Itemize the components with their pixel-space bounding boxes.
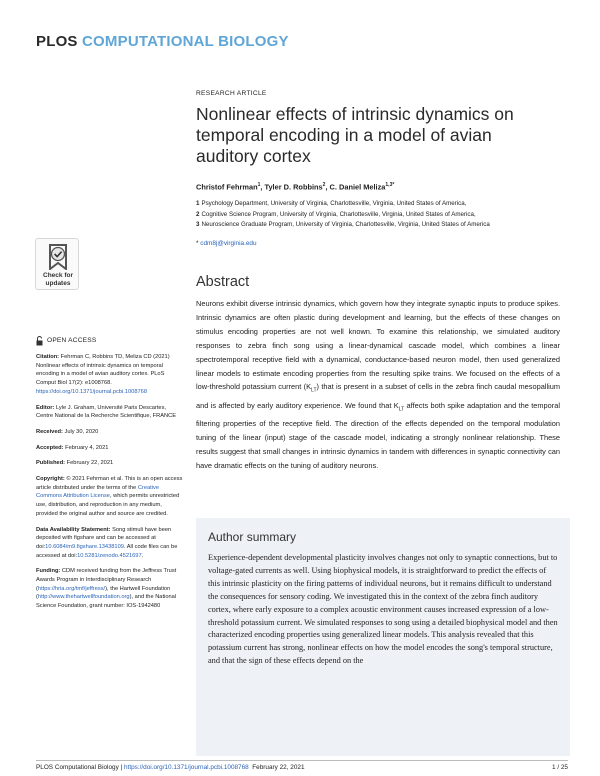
copyright-block xyxy=(36,475,184,519)
badge-label xyxy=(36,272,80,287)
email-marker: * xyxy=(196,240,199,247)
editor-text: Lyle J. Graham, Université Paris Descartes, Centre National de la Recherche Scientifique, FRANCE xyxy=(36,404,177,420)
article-type: RESEARCH ARTICLE xyxy=(196,90,267,97)
journal-plos: PLOS xyxy=(36,33,78,50)
affiliation-list xyxy=(196,199,566,231)
author-summary-heading: Author summary xyxy=(208,530,297,544)
article-title: Nonlinear effects of intrinsic dynamics on temporal encoding in a model of avian auditory cortex xyxy=(196,104,514,166)
license-link[interactable]: Creative Commons Attribution License xyxy=(36,484,159,500)
zenodo-doi-link[interactable]: 10.5281/zenodo.4521697 xyxy=(77,552,142,559)
bookmark-check-icon xyxy=(47,244,69,270)
published-label: Published: xyxy=(36,460,66,467)
copyright-label: Copyright: xyxy=(36,476,65,483)
received-date: July 30, 2020 xyxy=(64,428,99,435)
citation-block xyxy=(36,353,184,397)
badge-line1: Check for xyxy=(43,272,73,279)
footer-doi-link[interactable]: https://doi.org/10.1371/journal.pcbi.1008768 xyxy=(124,764,249,771)
copyright-text-end: , which permits unrestricted use, distribution, and reproduction in any medium, provided the original author and source are credited. xyxy=(36,493,180,517)
abstract-part: affects both spike adaptation and the temporal filtering properties of the receptive field. The direction of the effects depended on the temporal modulation tuning of the linear (input) stage of the cascade model, indicating a strongly nonlinear relationship. These results suggest that small changes in intrinsic dynamics in tandem with differences in synaptic connectivity can have dramatic effects on the tuning of auditory neurons. xyxy=(196,400,560,470)
journal-header xyxy=(36,33,289,50)
author-sup: 2 xyxy=(322,182,326,188)
affiliation-number: 2 xyxy=(196,210,200,218)
page-footer xyxy=(36,764,305,771)
author-name: Christof Fehrman xyxy=(196,182,258,192)
citation-label: Citation: xyxy=(36,354,60,360)
data-availability-text: Song stimuli have been deposited with figshare and can be accessed at doi: xyxy=(36,526,172,550)
journal-name: COMPUTATIONAL BIOLOGY xyxy=(82,33,289,50)
jeffress-link[interactable]: https://hria.org/tmf/jeffress/ xyxy=(37,585,106,592)
citation-text: Fehrman C, Robbins TD, Meliza CD (2021) Nonlinear effects of intrinsic dynamics on temporal encoding in a model of avian auditory cortex. PLoS Comput Biol 17(2): e1008768. xyxy=(36,354,170,387)
accepted-date: February 4, 2021 xyxy=(65,444,109,451)
badge-line2: updates xyxy=(45,279,71,287)
author-summary-box xyxy=(196,518,570,756)
funding-text-mid: ), the Hartwell Foundation ( xyxy=(36,585,171,601)
received-block xyxy=(36,428,184,437)
footer-date: February 22, 2021 xyxy=(248,764,305,771)
figshare-doi-link[interactable]: 10.6084/m9.figshare.13438109 xyxy=(45,543,124,550)
affiliation xyxy=(196,199,566,210)
editor-block xyxy=(36,404,184,421)
author-sup: 1 xyxy=(257,182,261,188)
accepted-block xyxy=(36,444,184,453)
author-summary-text: Experience-dependent developmental plasticity involves changes not only to synaptic connections, but to voltage-gated currents as well. Using biophysical models, it is straightforward to predict the effects of this intrinsic plasticity on the firing patterns of individual neurons, but it remains difficult to understand the consequences for sensory coding. We investigated this in the context of the zebra finch auditory cortex, where early exposure to a complex acoustic environment causes increased expression of a low-threshold potassium current. We simulated responses to song using a detailed biophysical model and then characterized encoding properties using generalized linear models. This analysis revealed that this potassium current has strong, nonlinear effects on how the model encodes the song's temporal structure, and that the sign of these effects depend on the xyxy=(208,553,558,666)
open-access-text: OPEN ACCESS xyxy=(47,336,97,344)
abstract-heading: Abstract xyxy=(196,274,250,290)
affiliation-number: 3 xyxy=(196,221,200,229)
abstract-part: Neurons exhibit diverse intrinsic dynamics, which govern how they integrate synaptic inputs to produce spikes. Intrinsic dynamics are often plastic during development and learning, but the effects of these changes on stimulus encoding properties are not well known. To examine this relationship, we simulated auditory responses to zebra finch song using a linear-dynamical cascade model, which combines a linear spectrotemporal receptive field with a dynamical, conductance-based neuron model, then used generalized linear models to estimate encoding properties from the resulting spike trains. We focused on the effects of a low-threshold potassium current (K xyxy=(196,299,560,392)
affiliation xyxy=(196,210,566,221)
affiliation-text: Neuroscience Graduate Program, University of Virginia, Charlottesville, Virginia, United States of America xyxy=(201,221,490,229)
hartwell-link[interactable]: http://www.thehartwellfoundation.org xyxy=(37,594,130,601)
footer-separator: | xyxy=(118,764,124,771)
affiliation xyxy=(196,220,566,231)
funding-block xyxy=(36,567,184,611)
copyright-text: © 2021 Fehrman et al. This is an open access article distributed under the terms of the xyxy=(36,476,183,491)
data-availability-text-end: . xyxy=(141,552,144,559)
received-label: Received: xyxy=(36,428,63,435)
editor-label: Editor: xyxy=(36,404,55,411)
author-name: C. Daniel Meliza xyxy=(329,182,386,192)
corresponding-email xyxy=(196,240,257,247)
check-for-updates-badge[interactable] xyxy=(35,238,79,290)
funding-text: CDM received funding from the Jeffress Trust Awards Program in Interdisciplinary Research ( xyxy=(36,568,177,592)
published-date: February 22, 2021 xyxy=(66,460,114,467)
data-availability-text-mid: . All code files can be accessed at doi: xyxy=(36,543,178,559)
abstract-part: ) that is present in a subset of cells in the zebra finch caudal mesopallium and is affected by early auditory experience. We found that K xyxy=(196,382,560,410)
klt-subscript: LT xyxy=(398,406,405,413)
footer-divider xyxy=(36,760,568,761)
abstract-text xyxy=(196,297,560,473)
author-list: Christof Fehrman$^1$, Tyler D. Robbins$^2$, C. Daniel Meliza$^{1,3*}$ xyxy=(196,182,395,192)
article-info-sidebar xyxy=(36,336,184,618)
open-access-label xyxy=(36,336,184,346)
affiliation-number: 1 xyxy=(196,200,200,207)
published-block xyxy=(36,459,184,468)
page-number: 1 / 25 xyxy=(552,764,568,771)
accepted-label: Accepted: xyxy=(36,444,64,451)
citation-doi-link[interactable]: https://doi.org/10.1371/journal.pcbi.1008768 xyxy=(36,388,147,395)
author-sup: 1,3* xyxy=(385,182,395,188)
data-availability-label: Data Availability Statement: xyxy=(36,526,111,533)
author-name: Tyler D. Robbins xyxy=(264,182,323,192)
funding-text-end: ), and the National Science Foundation, grant number: IOS-1942480 xyxy=(36,594,177,610)
affiliation-text: Psychology Department, University of Virginia, Charlottesville, Virginia, United States of America, xyxy=(201,200,467,207)
klt-subscript: LT xyxy=(311,387,317,394)
data-availability-block xyxy=(36,526,184,561)
funding-label: Funding: xyxy=(36,568,61,575)
affiliation-text: Cognitive Science Program, University of Virginia, Charlottesville, Virginia, United States of America, xyxy=(201,210,476,218)
footer-journal: PLOS Computational Biology xyxy=(36,764,119,771)
open-lock-icon xyxy=(36,336,43,346)
email-link[interactable]: cdm8j@virginia.edu xyxy=(200,240,257,247)
